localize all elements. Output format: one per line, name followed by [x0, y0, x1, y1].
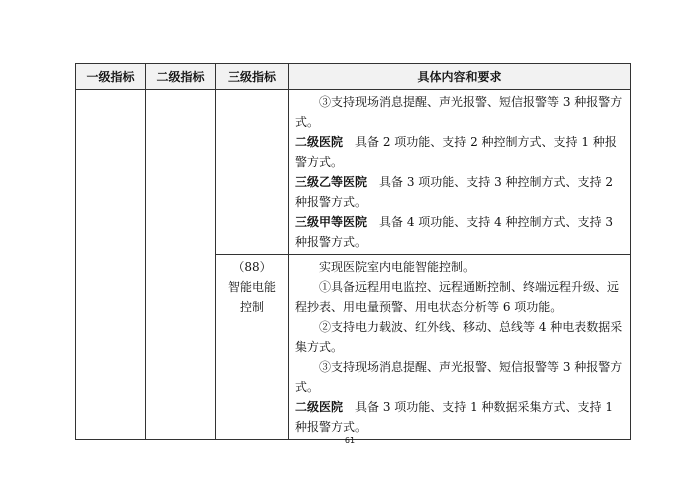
content-cell [289, 90, 631, 255]
hospital-level-label: 三级乙等医院 [295, 175, 368, 189]
requirements-table [75, 63, 631, 440]
content-line: ①具备远程用电监控、远程通断控制、终端远程升级、远程抄表、用电量预警、用电状态分析等 6 项功能。 [295, 280, 620, 314]
header-level2: 二级指标 [146, 64, 216, 90]
indicator-name: 智能电能 [227, 280, 276, 294]
content-line: 二级医院 具备 2 项功能、支持 2 种控制方式、支持 1 种报警方式。 [295, 135, 617, 169]
content-line: 三级甲等医院 具备 4 项功能、支持 4 种控制方式、支持 3 种报警方式。 [295, 215, 614, 249]
content-cell [289, 255, 631, 440]
level2-cell [146, 90, 216, 440]
content-line: 实现医院室内电能智能控制。 [319, 260, 476, 274]
level3-cell-continued [216, 90, 289, 255]
table-row [76, 90, 631, 255]
content-line: ③支持现场消息提醒、声光报警、短信报警等 3 种报警方式。 [295, 360, 623, 394]
header-row [76, 64, 631, 90]
indicator-name: 控制 [239, 300, 264, 314]
content-line: 三级乙等医院 具备 3 项功能、支持 3 种控制方式、支持 2 种报警方式。 [295, 175, 614, 209]
content-line: ③支持现场消息提醒、声光报警、短信报警等 3 种报警方式。 [295, 95, 623, 129]
content-line: 二级医院 具备 3 项功能、支持 1 种数据采集方式、支持 1 种报警方式。 [295, 400, 614, 434]
level3-cell [216, 255, 289, 440]
indicator-number: （88） [232, 260, 272, 274]
content-line: ②支持电力载波、红外线、移动、总线等 4 种电表数据采集方式。 [295, 320, 623, 354]
page-number: 61 [344, 436, 356, 445]
header-level1: 一级指标 [76, 64, 146, 90]
hospital-level-label: 三级甲等医院 [295, 215, 368, 229]
hospital-level-label: 二级医院 [295, 135, 344, 149]
hospital-level-label: 二级医院 [295, 400, 344, 414]
level1-cell [76, 90, 146, 440]
header-content: 具体内容和要求 [289, 64, 631, 90]
header-level3: 三级指标 [216, 64, 289, 90]
